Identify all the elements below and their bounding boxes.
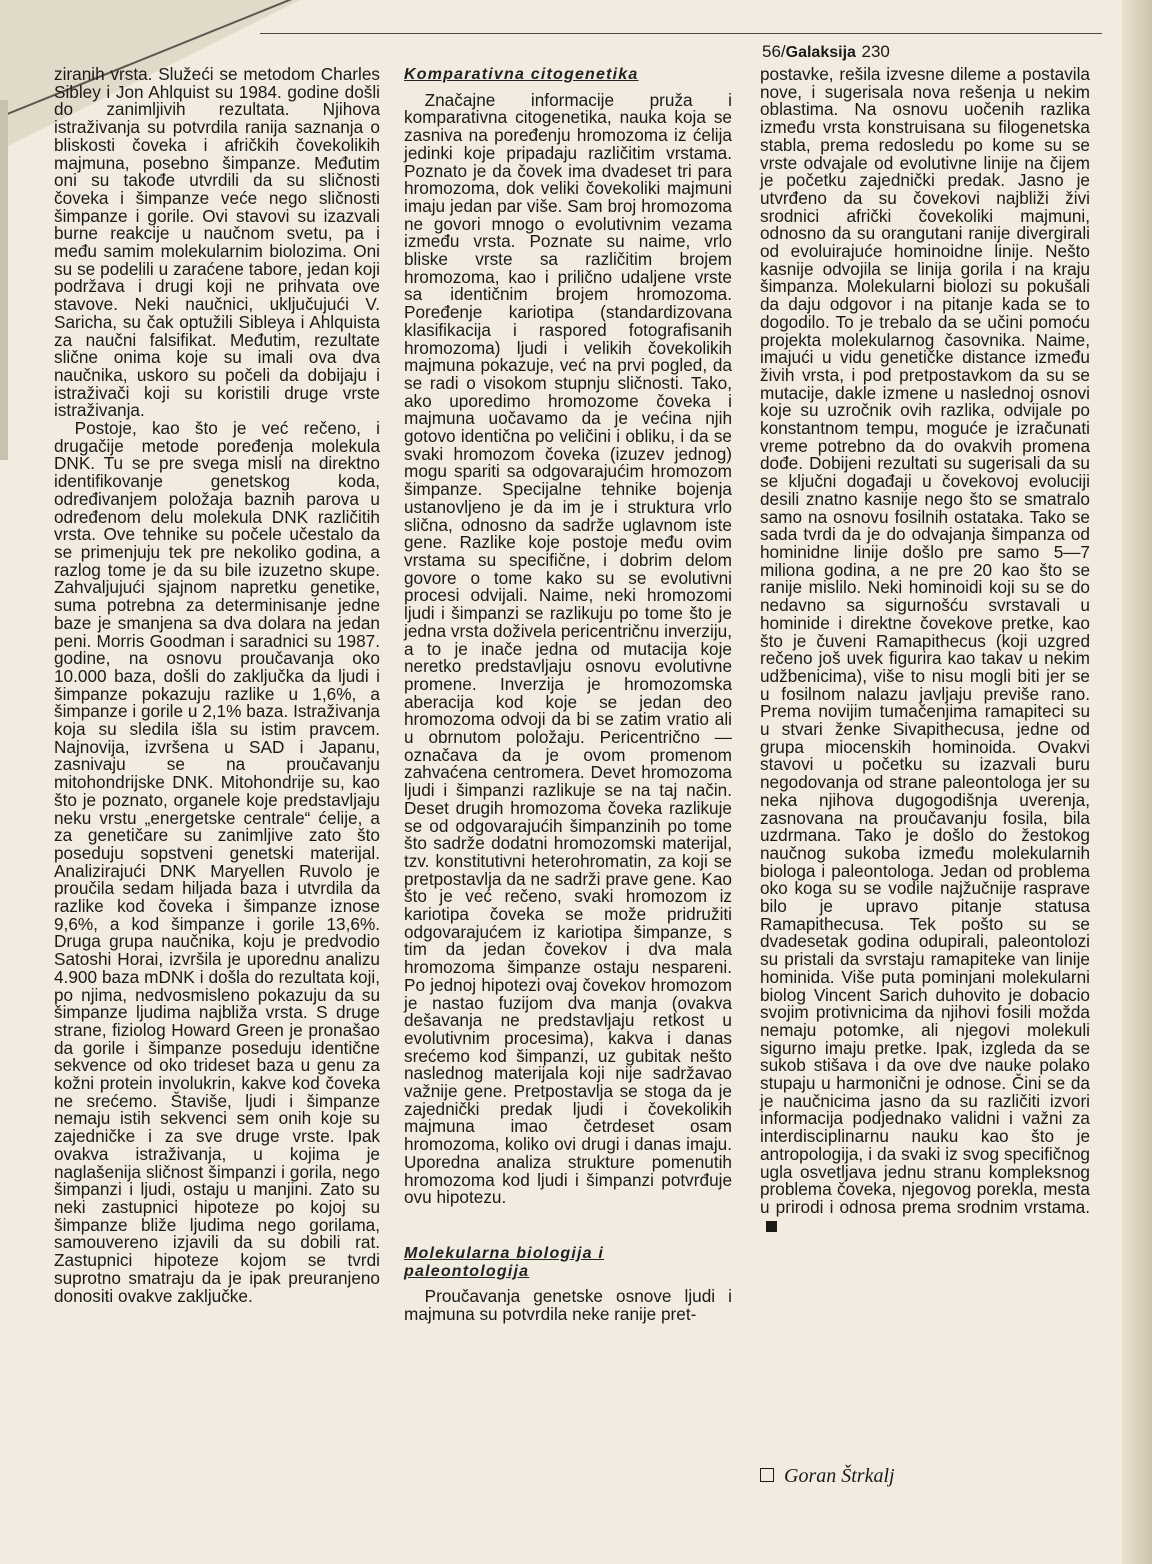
paragraph: Značajne informacije pruža i komparativna citogenetika, nauka koja se zasniva na poređenju hromozoma iz ćelija jedinki koje pripadaju različitim vrstama. Poznato je da čovek ima dvadeset tri para hromozoma, dok veliki čovekoliki majmuni imaju jedan par više. Sam broj hromozoma ne govori mnogo o evolutivnim vezama između vrsta. Poznate su naime, vrlo bliske vrste sa različitim brojem hromozoma, kao i prilično udaljene vrste sa identičnim brojem hromozoma. Poređenje kariotipa (standardizovana klasifikacija i raspored fotografisanih hromozoma) ljudi i velikih čovekolikih majmuna pokazuje, već na prvi pogled, da se radi o visokom stupnju sličnosti. Tako, ako uporedimo hromozome čoveka i majmuna uočavamo da je većina njih gotovo identična po veličini i obliku, i da se svaki hromozom čoveka (izuzev jednog) mogu spariti sa odgovarajućim hromozom šimpanze. Specijalne tehnike bojenja ustanovljeno je da im je i struktura vrlo slična, odnosno da sadrže uglavnom iste gene. Razlike koje postoje među ovim vrstama su specifične, i dobrim delom govore o tome kako su se evolutivni procesi odvijali. Naime, neki hromozomi ljudi i šimpanzi se razlikuju po tome što je jedna vrsta doživela pericentričnu inverziju, a to je inače jedna od mutacija koje neretko predstavljaju osnovu evolutivne promene. Inverzija je hromozomska aberacija kod koje se jedan deo hromozoma odvoji da bi se zatim vratio ali u obrnutom položaju. Pericentrično — označava da je ovom promenom zahvaćena centromera. Devet hromozoma ljudi i šimpanzi razlikuje se na taj način. Deset drugih hromozoma čoveka razlikuje se od odgovarajućih šimpanzinih po tome što sadrže dodatni hromozomski materijal, tzv. konstitutivni heterohromatin, za koji se pretpostavlja da ne sadrži prave gene. Kao što je već rečeno, svaki hromozom iz kariotipa čoveka se može pridružiti odgovarajućem iz kariotipa šimpanze, s tim da jedan čovekov i dva mala hromozoma šimpanze ostaju nespareni. Po jednoj hipotezi ovaj čovekov hromozom je nastao fuzijom dva manja (ovakva dešavanja ne predstavljaju retkost u evolutivnim procesima), kakva i danas srećemo kod šimpanzi, uz gubitak nešto naslednog materijala koji nije sadržavao važnije gene. Pretpostavlja se stoga da je zajednički predak ljudi i čovekolikih majmuna imao četrdeset osam hromozoma, koliko ovi drugi i danas imaju. Uporedna analiza strukture pomenutih hromozoma kod ljudi i šimpanzi potvrđuje ovu hipotezu. [404,89,732,1208]
paragraph-text: postavke, rešila izvesne dileme a postavila nove, i sugerisala nova rešenja u nekim oblastima. Na osnovu uočenih razlika između vrsta konstruisana su filogenetska stabla, prema redosledu po kome su se vrste odvajale od evolutivne linije na čijem je početku zajednički predak. Jasno je utvrđeno da su čovekovi najbliži živi srodnici afrički čovekoliki majmuni, odnosno da su orangutani ranije divergirali od evoluirajuće hominoidne linije. Nešto kasnije odvojila se linija gorila i na kraju šimpanza. Molekularni biolozi su pokušali da daju odgovor i na pitanje kada se to dogodilo. To je trebalo da se učini pomoću projekta molekularnog časovnika. Naime, imajući u vidu genetičke distance između živih vrsta, i pod pretpostavkom da su se mutacije, dakle izmene u naslednoj osnovi koje su uzročnik ovih razlika, odvijale po konstantnom tempu, moguće je izračunati vreme potrebno da do ovakvih promena dođe. Dobijeni rezultati su sugerisali da su se ključni događaji u čovekovoj evoluciji desili znatno kasnije nego što se smatralo samo na osnovu fosilnih ostataka. Tako se sada tvrdi da je do odvajanja šimpanza od hominidne linije došlo pre samo 5—7 miliona godina, a ne pre 20 kao što se ranije mislilo. Neki hominoidi koji su se do nedavno sa sigurnošću svrstavali u hominide i direktne čovekove pretke, kao što je čuveni Ramapithecus (koji uzgred rečeno još uvek figurira kao takav u nekim udžbenicima), više to nisu mogli biti jer se u fosilnom nalazu javljaju previše rano. Prema novijim tumačenjima ramapiteci su u stvari ženke Sivapithecusa, jedne od grupa miocenskih hominoida. Ovakvi stavovi u početku su izazvali buru negodovanja od strane paleontologa jer su neka njihova dugogodišnja uverenja, zasnovana na proučavanju fosila, bila uzdrmana. Tako je došlo do žestokog naučnog sukoba između molekularnih biologa i paleontologa. Jedan od problema oko koga su se vodile najžučnije rasprave bilo je upravo pitanje statusa Ramapithecusa. Tek pošto su se dvadesetak godina odupirali, paleontolozi su pristali da svrstaju ramapiteke van linije hominida. Više puta pominjani molekularni biolog Vincent Sarich duhovito je dobacio svojim protivnicima da njihovi fosili možda nemaju potomke, ali njegovi molekuli sigurno imaju pretke. Ipak, izgleda da se sukob stišava i da ove dve nauke polako stupaju u harmonični je odnose. Čini se da je naučnicima jasno da su različiti izvori informacija podjednako validni i važni za interdisciplinarnu nauku kao što je antropologija, i da svaki iz svog specifičnog ugla osvetljava jednu stranu kompleksnog problema čoveka, njegovog porekla, mesta u prirodi i odnosa prema srodnim vrstama. [760,64,1090,1217]
paragraph: Proučavanja genetske osnove ljudi i majmuna su potvrdila neke ranije pret- [404,1286,732,1325]
page-edge-shadow [0,100,8,460]
text-column-1 [54,66,380,1305]
author-name: Goran Štrkalj [784,1465,895,1487]
section-heading-cytogenetics: Komparativna citogenetika [404,66,639,83]
paragraph: Postoje, kao što je već rečeno, i drugačije metode poređenja molekula DNK. Tu se pre svega misli na direktno identifikovanje genetskog koda, određivanjem položaja baznih parova u određenom delu molekula DNK različitih vrsta. Ove tehnike su počele učestalo da se primenjuju tek pre nekoliko godina, a razlog tome je da su bile izuzetno skupe. Zahvaljujući sjajnom napretku genetike, suma potrebna za determinisanje jedne baze je smanjena sa dva dolara na jedan peni. Morris Goodman i saradnici su 1987. godine, na osnovu proučavanja oko 10.000 baza, došli do zaključka da ljudi i šimpanze pokazuju razlike u 1,6%, a šimpanze i gorile u 2,1% baza. Istraživanja koja su sledila išla su istim pravcem. Najnovija, izvršena u SAD i Japanu, zasnivaju se na proučavanju mitohondrijske DNK. Mitohondrije su, kao što je poznato, organele koje predstavljaju neku vrstu „energetske centrale“ ćelije, a za genetičare su zanimljive zato što poseduju sopstveni genetski materijal. Analizirajući DNK Maryellen Ruvolo je proučila sedam hiljada baza i utvrdila da razlike kod čoveka i šimpanze iznose 9,6%, a kod šimpanze i gorile 13,6%. Druga grupa naučnika, koju je predvodio Satoshi Horai, izvršila je uporednu analizu 4.900 baza mDNK i došla do rezultata koji, po njima, nedvosmisleno pokazuju da su šimpanze ljudima najbliža vrsta. S druge strane, fiziolog Howard Green je pronašao da gorile i šimpanze poseduju identične sekvence od oko trideset baza u genu za kožni protein involukrin, kakve kod čoveka ne srećemo. Štaviše, ljudi i šimpanze nemaju istih sekvenci sem onih koje su zajedničke i za sve druge vrste. Ipak ovakva istraživanja, u kojima je naglašenija sličnost šimpanzi i gorila, nego šimpanzi i ljudi, ostaju u manjini. Zato su neki zastupnici hipoteze po kojoj su šimpanze bliže ljudima nego gorilama, samouvereno izjavili da su dobili rat. Zastupnici hipoteze kojom se tvrdi suprotno smatraju da je ipak preuranjeno donositi ovakve zaključke. [54,418,380,1306]
page-spine-edge [1122,0,1152,1564]
paragraph: ziranih vrsta. Služeći se metodom Charles Sibley i Jon Ahlquist su 1984. godine došli do zanimljivih rezultata. Njihova istraživanja su potvrdila ranija saznanja o bliskosti čoveka i afričkih čovekolikih majmuna, posebno šimpanze. Međutim oni su takođe utvrdili da su sličnosti čoveka i šimpanze veće nego sličnosti šimpanze i gorile. Ovi stavovi su izazvali burne reakcije u naučnom svetu, pa i među samim molekularnim biolozima. Oni su se podelili u zaraćene tabore, jedan koji podržava i drugi koji ne prihvata ove stavove. Neki naučnici, uključujući V. Saricha, su čak optužili Sibleya i Ahlquista za naučni falsifikat. Međutim, rezultate slične onima koje su imali ova dva naučnika, uskoro su počeli da dobijaju i istraživači koji su koristili druge vrste istraživanja. [54,64,380,421]
section-heading-molecular-biology: Molekularna biologija i paleontologija [404,1245,605,1280]
issue-number: 230 [861,42,890,61]
publication-name: Galaksija [785,44,856,61]
text-column-3 [760,66,1090,1234]
page-header [762,40,890,63]
page-number: 56/ [762,42,786,61]
header-rule [260,33,1102,34]
author-byline [760,1465,895,1488]
end-of-article-mark [766,1221,777,1232]
checkbox-square-icon [760,1468,774,1482]
text-column-2 [404,66,732,1324]
paragraph [760,66,1090,1234]
